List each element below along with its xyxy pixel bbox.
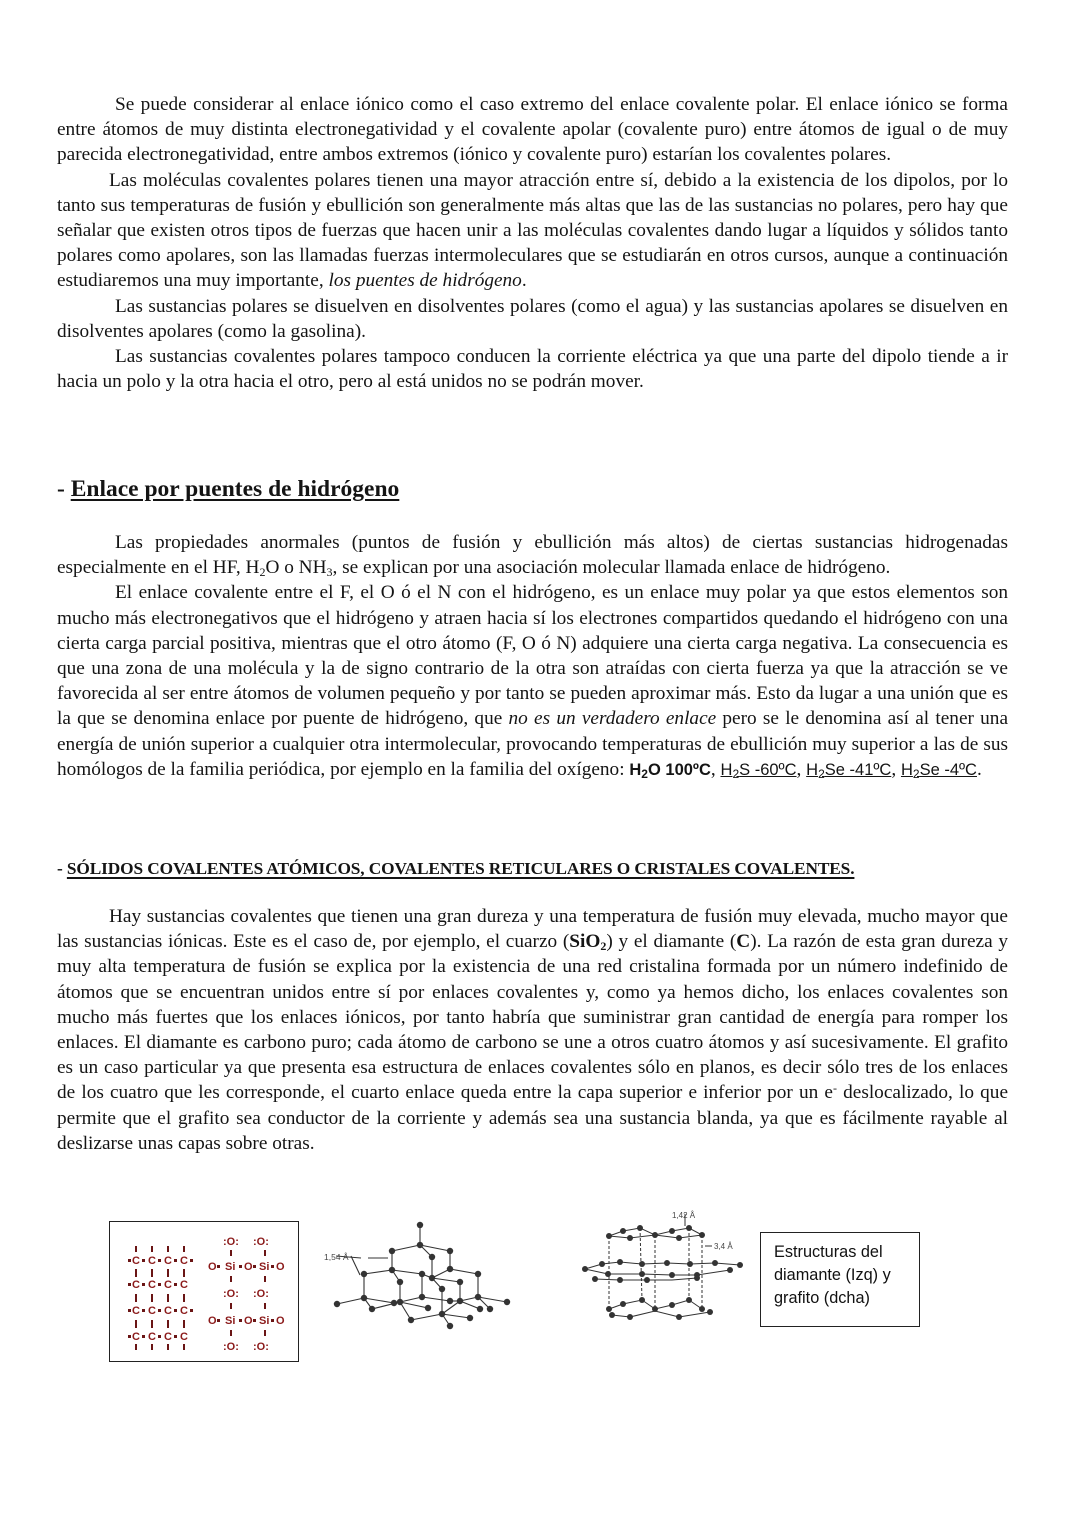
- separator: ,: [796, 758, 807, 780]
- formula-part: H: [900, 760, 913, 779]
- separator: ,: [891, 758, 901, 780]
- heading-text: SÓLIDOS COVALENTES ATÓMICOS, COVALENTES RETICULARES O CRISTALES COVALENTES.: [66, 859, 855, 878]
- svg-text:C: C: [164, 1255, 172, 1267]
- punctuation: .: [521, 270, 527, 292]
- caption-line: grafito (dcha): [774, 1289, 870, 1307]
- lewis-diagram-icon: [110, 1222, 297, 1360]
- text: Hay sustancias covalentes que tienen una gran dureza y una temperatura de fusión muy elevada, mucho mayor que las sustancias iónicas. Este es el caso de, por ejemplo, el cuarzo (: [57, 906, 1008, 953]
- svg-text:C: C: [180, 1255, 188, 1267]
- svg-text:O: O: [208, 1261, 217, 1273]
- text: O o NH: [265, 557, 327, 579]
- heading-text: Enlace por puentes de hidrógeno: [70, 476, 400, 502]
- svg-text::O:: :O:: [253, 1341, 269, 1353]
- formula-sio2: [569, 931, 606, 952]
- lewis-structures-figure: [109, 1221, 299, 1362]
- text: Las propiedades anormales (puntos de fusión y ebullición más altos) de ciertas sustancias hidrogenadas especialmente en el HF, H: [57, 532, 1008, 579]
- paragraph-conductivity: Las sustancias covalentes polares tampoco conducen la corriente eléctrica ya que una parte del dipolo tiende a ir hacia un polo y la otra hacia el otro, pero al está unidos no se podrán mover.: [57, 346, 1008, 393]
- bond-length-label: 1,42 Å: [672, 1211, 696, 1220]
- caption-line: Estructuras del: [774, 1243, 883, 1261]
- subscript: 2: [641, 766, 648, 781]
- graphite-structure-figure: [575, 1208, 755, 1338]
- formula-part: SiO: [569, 931, 601, 953]
- svg-text:O: O: [244, 1261, 253, 1273]
- paragraph-solubility: Las sustancias polares se disuelven en disolventes polares (como el agua) y las sustancias apolares se disuelven en disolventes apolares (como la gasolina).: [57, 295, 1008, 342]
- heading-hydrogen-bond: [57, 476, 399, 503]
- svg-text:C: C: [148, 1255, 156, 1267]
- text: El enlace covalente entre el F, el O ó el N con el hidrógeno, es un enlace muy polar ya que estos elementos son mucho más electronegativos que el hidrógeno y atraen hacia sí los electrones compartidos quedando el hidrógeno con una cierta carga parcial positiva, mientras que el otro átomo (F, O ó N) adquiere una cierta carga negativa. La consecuencia es que una zona de una molécula y la de signo contrario de la otra son atraídas con cierta fuerza ya que la atracción se ve favorecida al ser entre átomos de volumen pequeño y por tanto se pueden aproximar más. Esto da lugar a una unión que es la que se denomina enlace por puente de hidrógeno, que: [57, 582, 1008, 730]
- svg-text:C: C: [132, 1255, 140, 1267]
- svg-text:Si: Si: [225, 1261, 236, 1273]
- formula-part: H: [720, 760, 733, 779]
- formula-part: Se -41ºC: [824, 760, 892, 779]
- paragraph-covalent-fon: [57, 580, 1008, 783]
- example-h2o: [629, 761, 711, 779]
- example-h2s: [721, 761, 797, 779]
- figure-caption-box: [760, 1232, 920, 1327]
- subscript: 2: [259, 565, 266, 580]
- text: deslocalizado, lo que permite que el grafito sea conductor de la corriente y además sea una sustancia blanda, ya que es fácilmente rayable al deslizarse unas capas sobre otras.: [57, 1082, 1008, 1154]
- svg-text:O: O: [244, 1315, 253, 1327]
- caption-line: diamante (Izq) y: [774, 1266, 891, 1284]
- svg-text::O:: :O:: [223, 1236, 239, 1248]
- text: pero se le denomina así al tener una energía de unión superior a cualquier otra intermolecular, provocando temperaturas de ebullición muy superior a las de sus homólogos de la familia periódica, por ejemplo en la familia del oxígeno:: [57, 708, 1008, 780]
- svg-text:C: C: [180, 1305, 188, 1317]
- svg-text:C: C: [148, 1305, 156, 1317]
- diamond-lattice-icon: [320, 1212, 545, 1342]
- svg-text:O: O: [276, 1261, 285, 1273]
- svg-text:Si: Si: [259, 1261, 270, 1273]
- superscript: -: [832, 1081, 837, 1096]
- punctuation: .: [976, 758, 982, 780]
- paragraph-anomalous-properties: [57, 530, 1008, 580]
- svg-text::O:: :O:: [253, 1236, 269, 1248]
- covalent-solids-text-block: [57, 904, 1008, 1156]
- paragraph-covalent-networks: [57, 904, 1008, 1156]
- svg-text:O: O: [276, 1315, 285, 1327]
- hydrogen-bond-text-block: [57, 530, 1008, 783]
- svg-text:Si: Si: [259, 1315, 270, 1327]
- subscript: 2: [600, 939, 607, 954]
- subscript: 2: [732, 766, 740, 781]
- heading-covalent-solids: [57, 859, 854, 879]
- text: , se explican por una asociación molecular llamada enlace de hidrógeno.: [332, 557, 891, 579]
- svg-text::O:: :O:: [223, 1288, 239, 1300]
- svg-text:C: C: [164, 1279, 172, 1291]
- italic-term-hydrogen-bridges: los puentes de hidrógeno: [328, 270, 522, 292]
- heading-dash: -: [57, 859, 67, 878]
- layer-distance-label: 3,4 Å: [714, 1242, 733, 1251]
- italic-not-true-bond: no es un verdadero enlace: [508, 708, 717, 730]
- intro-text-block: [57, 92, 1008, 394]
- diamond-structure-figure: [320, 1212, 545, 1342]
- subscript: 2: [912, 766, 920, 781]
- bond-length-label: 1,54 Å: [324, 1252, 349, 1262]
- svg-text:C: C: [132, 1331, 140, 1343]
- paragraph-ionic-extreme: Se puede considerar al enlace iónico como el caso extremo del enlace covalente polar. El enlace iónico se forma entre átomos de muy distinta electronegatividad y el covalente apolar (covalente puro) entre átomos de igual o de muy parecida electronegatividad, entre ambos extremos (iónico y covalente puro) estarían los covalentes polares.: [57, 94, 1008, 166]
- heading-dash: -: [57, 476, 71, 502]
- formula-part: S -60ºC: [739, 760, 797, 779]
- paragraph-polar-molecules: [57, 168, 1008, 294]
- svg-text:C: C: [180, 1331, 188, 1343]
- svg-text:C: C: [148, 1331, 156, 1343]
- svg-text:Si: Si: [225, 1315, 236, 1327]
- svg-text:C: C: [132, 1305, 140, 1317]
- formula-carbon: C: [736, 931, 751, 953]
- example-h2te: [901, 761, 977, 779]
- svg-text:C: C: [164, 1305, 172, 1317]
- separator: ,: [710, 758, 721, 780]
- paragraph-text: Las moléculas covalentes polares tienen una mayor atracción entre sí, debido a la existencia de los dipolos, por lo tanto sus temperaturas de fusión y ebullición son generalmente más altas que las de las sustancias no polares, pero hay que señalar que existen otros tipos de fuerzas que hacen unir a las moléculas covalentes dando lugar a líquidos y sólidos tanto polares como apolares, son las llamadas fuerzas intermoleculares que se estudiarán en otros cursos, aunque a continuación estudiaremos una muy importante,: [57, 169, 1008, 292]
- svg-text::O:: :O:: [223, 1341, 239, 1353]
- svg-text:C: C: [132, 1279, 140, 1291]
- formula-part: Se -4ºC: [919, 760, 977, 779]
- formula-part: O 100ºC: [647, 760, 711, 779]
- subscript: 3: [326, 565, 333, 580]
- svg-text:C: C: [180, 1279, 188, 1291]
- svg-text:O: O: [208, 1315, 217, 1327]
- text: ). La razón de esta gran dureza y muy alta temperatura de fusión se explica por la existencia de una red cristalina formada por un número indefinido de átomos que se encuentran unidos entre sí por enlaces covalentes y, como ya hemos dicho, los enlaces covalentes son mucho más fuertes que los enlaces iónicos, por tanto habría que suministrar gran cantidad de energía para romper los enlaces. El diamante es carbono puro; cada átomo de carbono se une a otros cuatro átomos y así sucesivamente. El grafito es un caso particular ya que presenta esa estructura de enlaces covalentes sólo en planos, es decir sólo tres de los enlaces de los cuatro que les corresponde, el cuarto enlace queda entre la capa superior e inferior por un e: [57, 931, 1008, 1104]
- formula-part: H: [806, 760, 819, 779]
- svg-text:C: C: [148, 1279, 156, 1291]
- svg-text::O:: :O:: [253, 1288, 269, 1300]
- graphite-lattice-icon: [575, 1208, 755, 1338]
- example-h2se: [806, 761, 891, 779]
- formula-part: H: [629, 760, 642, 779]
- text: ) y el diamante (: [606, 931, 737, 953]
- svg-text:C: C: [164, 1331, 172, 1343]
- subscript: 2: [818, 766, 825, 781]
